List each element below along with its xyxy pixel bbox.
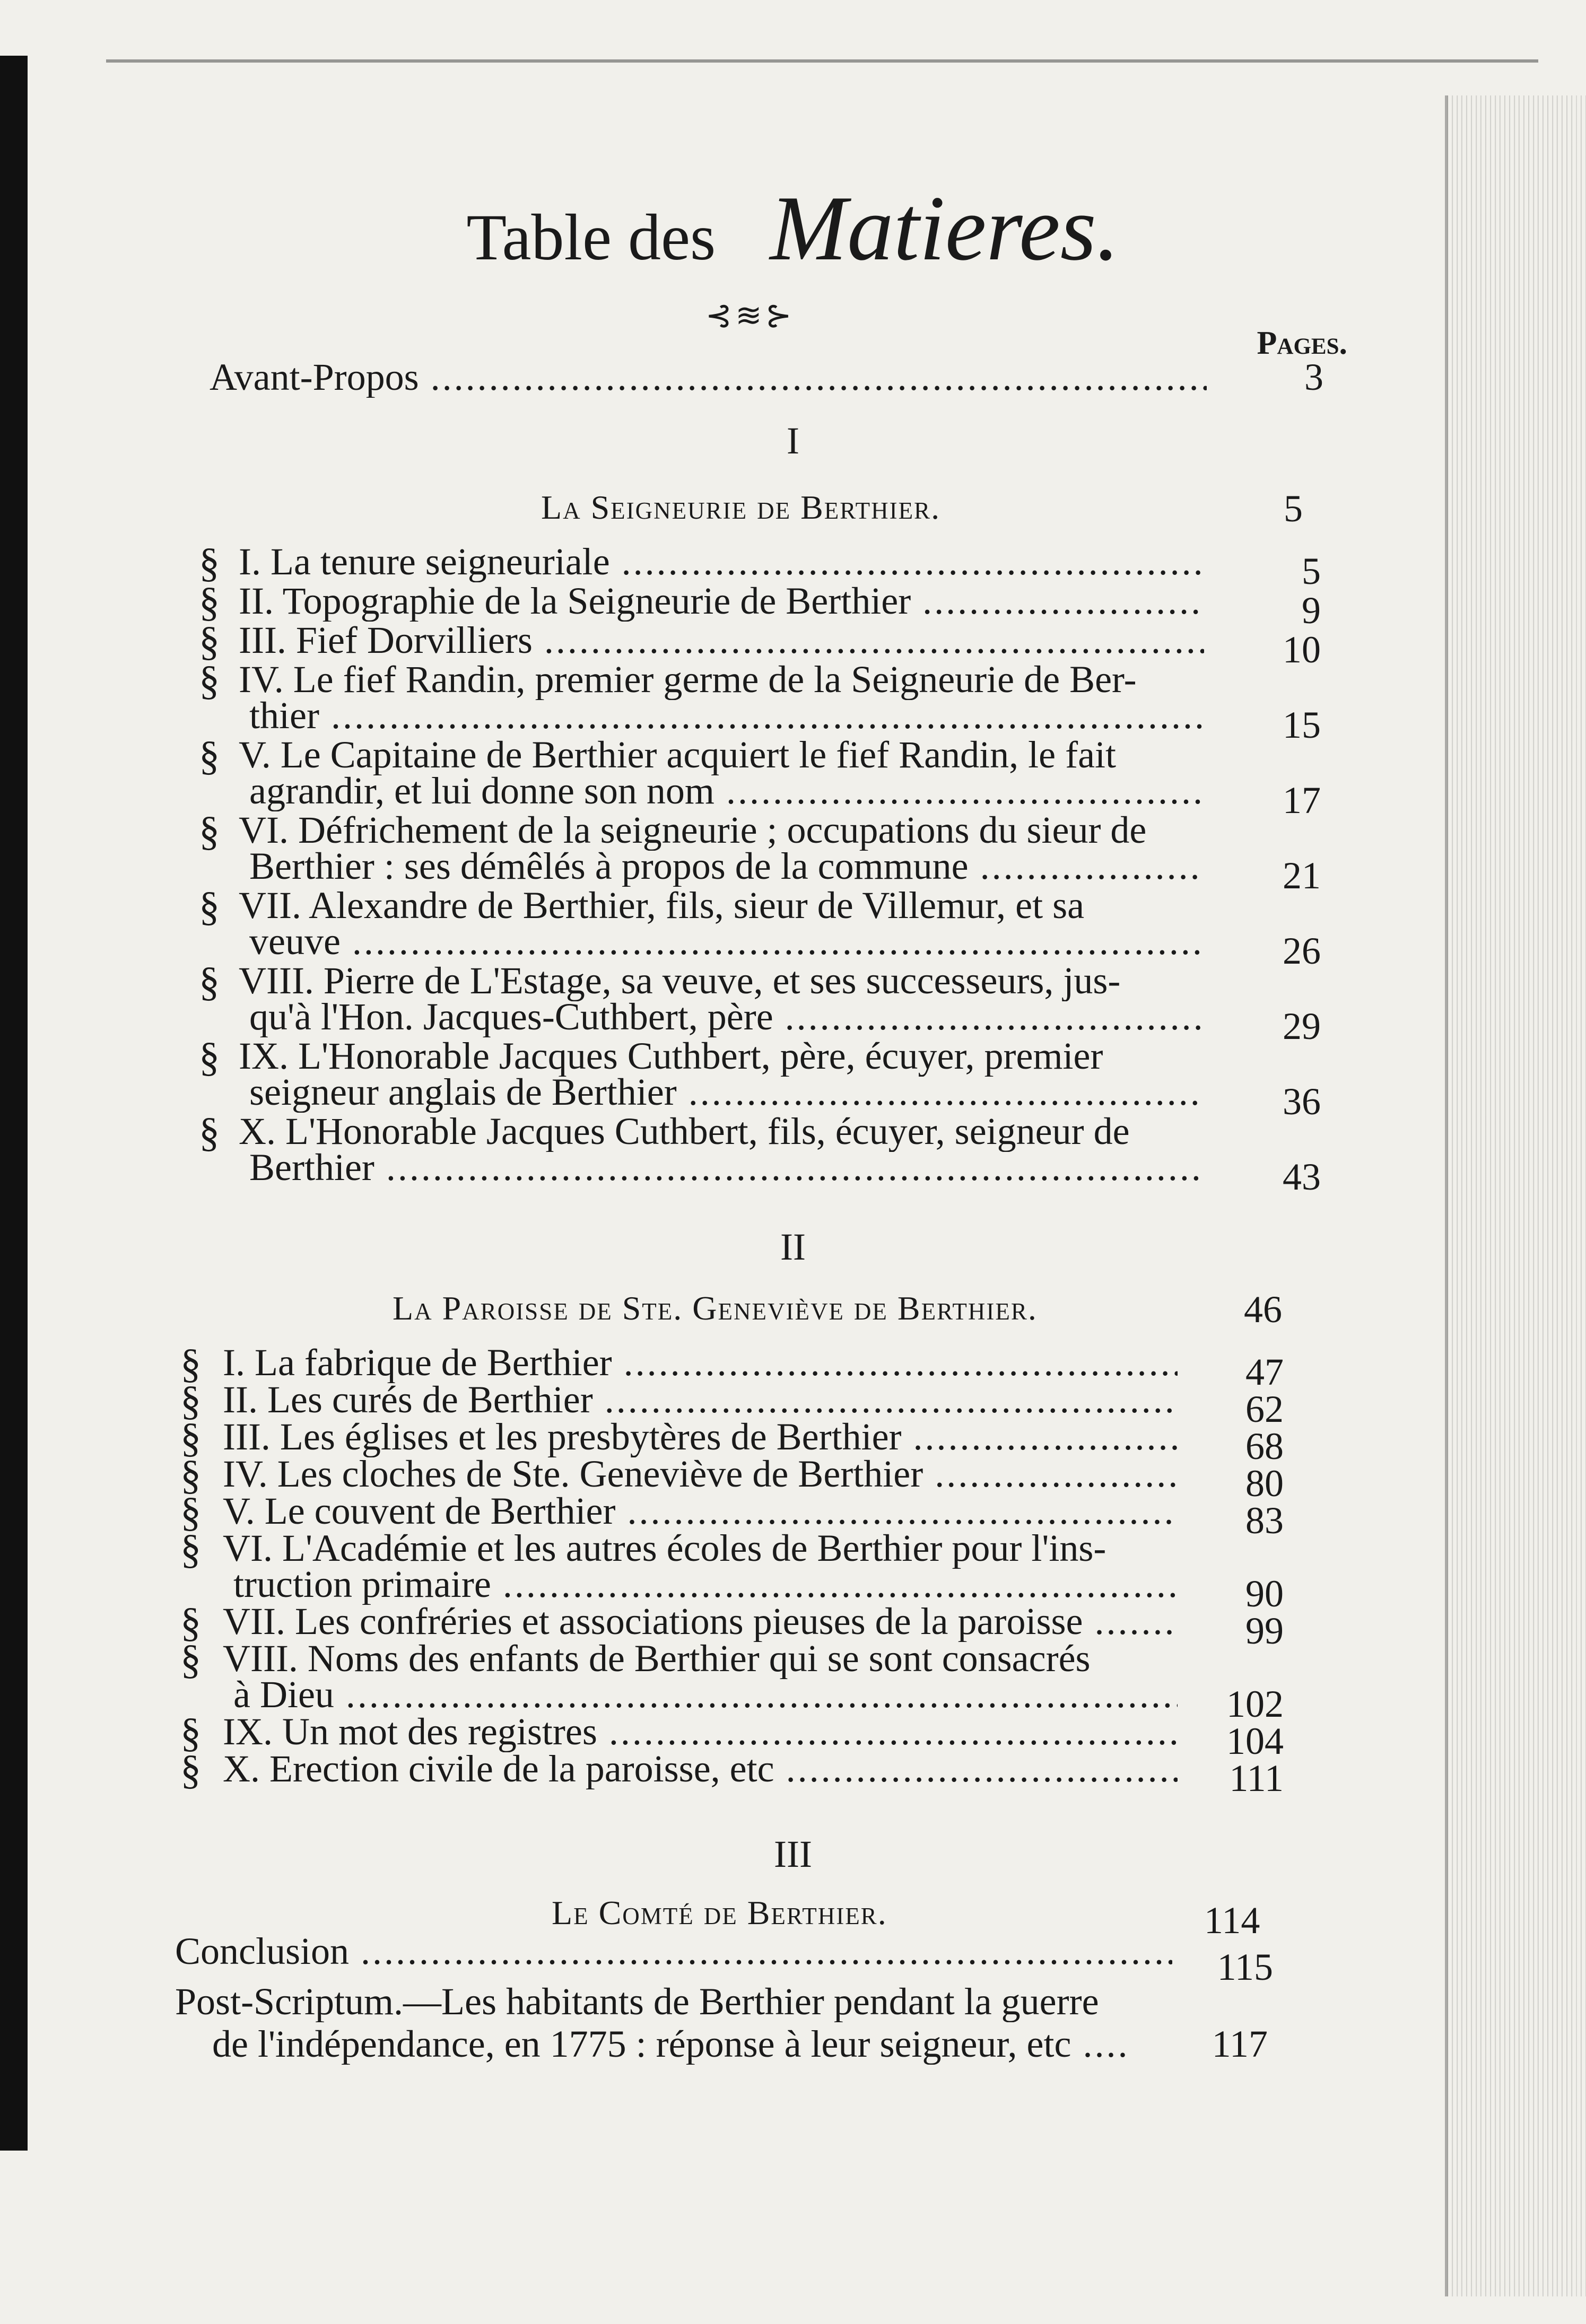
section-mark: §: [180, 1377, 201, 1423]
toc-entry-page: 104: [1226, 1720, 1284, 1762]
section-mark: §: [199, 808, 220, 854]
toc-entry-text: truction primaire .....: [233, 1563, 1178, 1605]
toc-entry-page: 29: [1283, 1005, 1321, 1047]
ornament-divider: ⊰≋⊱: [705, 298, 795, 333]
toc-entry-page: 83: [1245, 1499, 1284, 1542]
section-mark: §: [180, 1414, 201, 1461]
toc-entry-page: 102: [1226, 1683, 1284, 1725]
section-mark: §: [199, 1109, 220, 1155]
section-mark: §: [199, 618, 220, 664]
section-page-3: 114: [1204, 1899, 1260, 1942]
toc-entry-text: VIII. Pierre de L'Estage, sa veuve, et ses successeurs, jus-: [239, 960, 1121, 1001]
toc-entry-page: 15: [1283, 704, 1321, 746]
conclusion-label: Conclusion .....: [175, 1930, 1172, 1972]
toc-entry-text: à Dieu .....: [233, 1674, 1178, 1715]
section-mark: §: [199, 579, 220, 625]
post-scriptum-page: 117: [1212, 2023, 1268, 2065]
toc-entry-page: 62: [1245, 1388, 1284, 1430]
section-numeral-2: II: [780, 1226, 806, 1268]
page-title: [0, 175, 1586, 282]
section-heading-1: La Seigneurie de Berthier.: [541, 488, 941, 526]
toc-entry-page: 26: [1283, 930, 1321, 972]
avant-propos-label: Avant-Propos .....: [210, 356, 1207, 398]
toc-entry-text: III. Les églises et les presbytères de Berthier .....: [223, 1416, 1178, 1457]
toc-entry-page: 5: [1302, 550, 1321, 592]
section-mark: §: [199, 657, 220, 703]
section-mark: §: [199, 539, 220, 586]
section-mark: §: [180, 1526, 201, 1572]
section-heading-2: La Paroisse de Ste. Geneviève de Berthier.: [393, 1289, 1038, 1327]
toc-entry-text: agrandir, et lui donne son nom .....: [249, 770, 1204, 811]
toc-entry-page: 43: [1283, 1156, 1321, 1198]
post-scriptum-line-1: Post-Scriptum.—Les habitants de Berthier pendant la guerre: [175, 1981, 1099, 2022]
toc-entry-text: V. Le Capitaine de Berthier acquiert le fief Randin, le fait: [239, 734, 1117, 775]
toc-entry-text: IX. Un mot des registres .....: [223, 1711, 1178, 1752]
toc-entry-text: I. La tenure seigneuriale .....: [239, 541, 1204, 582]
section-numeral-3: III: [774, 1833, 812, 1875]
toc-entry-text: III. Fief Dorvilliers .....: [239, 619, 1204, 661]
toc-entry-page: 99: [1245, 1610, 1284, 1652]
section-mark: §: [180, 1636, 201, 1682]
title-part-2: Matieres.: [770, 177, 1120, 279]
toc-entry-page: 36: [1283, 1080, 1321, 1123]
toc-entry-page: 111: [1229, 1757, 1284, 1799]
section-mark: §: [199, 1034, 220, 1080]
section-mark: §: [199, 732, 220, 779]
toc-entry-text: veuve .....: [249, 921, 1204, 962]
toc-entry-text: V. Le couvent de Berthier .....: [223, 1490, 1178, 1532]
toc-entry-page: 47: [1245, 1351, 1284, 1393]
section-page-2: 46: [1244, 1288, 1282, 1331]
toc-entry-text: VI. Défrichement de la seigneurie ; occupations du sieur de: [239, 809, 1147, 851]
toc-entry-page: 21: [1283, 854, 1321, 897]
toc-entry-page: 9: [1302, 589, 1321, 632]
section-mark: §: [180, 1340, 201, 1386]
toc-entry-text: I. La fabrique de Berthier .....: [223, 1342, 1178, 1383]
toc-entry-page: 80: [1245, 1462, 1284, 1505]
toc-entry-text: VII. Les confréries et associations pieuses de la paroisse .....: [223, 1601, 1178, 1642]
pages-column-header: Pages.: [1257, 325, 1347, 361]
toc-entry-text: VI. L'Académie et les autres écoles de Berthier pour l'ins-: [223, 1527, 1106, 1569]
section-heading-3: Le Comté de Berthier.: [552, 1894, 887, 1932]
section-mark: §: [180, 1709, 201, 1755]
page-top-edge: [106, 59, 1538, 63]
section-mark: §: [180, 1746, 201, 1793]
toc-entry-page: 17: [1283, 779, 1321, 822]
toc-entry-page: 10: [1283, 628, 1321, 671]
conclusion-page: 115: [1217, 1946, 1273, 1988]
post-scriptum-line-2: de l'indépendance, en 1775 : réponse à leur seigneur, etc .....: [212, 2023, 1130, 2065]
toc-entry-text: seigneur anglais de Berthier .....: [249, 1071, 1204, 1113]
toc-entry-text: IV. Le fief Randin, premier germe de la Seigneurie de Ber-: [239, 659, 1137, 700]
section-mark: §: [180, 1599, 201, 1645]
section-mark: §: [180, 1452, 201, 1498]
toc-entry-text: Berthier .....: [249, 1147, 1204, 1188]
toc-entry-text: VII. Alexandre de Berthier, fils, sieur de Villemur, et sa: [239, 885, 1085, 926]
section-mark: §: [199, 883, 220, 929]
toc-entry-page: 90: [1245, 1572, 1284, 1615]
toc-entry-text: II. Topographie de la Seigneurie de Berthier .....: [239, 580, 1204, 622]
toc-entry-page: 68: [1245, 1425, 1284, 1467]
section-mark: §: [180, 1489, 201, 1535]
section-numeral-1: I: [787, 420, 799, 462]
title-part-1: Table des: [466, 201, 716, 274]
toc-entry-text: VIII. Noms des enfants de Berthier qui se sont consacrés: [223, 1638, 1091, 1679]
toc-entry-text: X. L'Honorable Jacques Cuthbert, fils, écuyer, seigneur de: [239, 1111, 1130, 1152]
toc-entry-text: Berthier : ses démêlés à propos de la commune .....: [249, 845, 1204, 887]
toc-entry-text: thier .....: [249, 695, 1204, 736]
section-page-1: 5: [1284, 487, 1303, 530]
toc-entry-text: II. Les curés de Berthier .....: [223, 1379, 1178, 1420]
toc-entry-text: IX. L'Honorable Jacques Cuthbert, père, écuyer, premier: [239, 1035, 1103, 1077]
section-mark: §: [199, 958, 220, 1004]
avant-propos-page: 3: [1304, 356, 1323, 398]
toc-entry-text: X. Erection civile de la paroisse, etc .....: [223, 1748, 1178, 1789]
toc-entry-text: IV. Les cloches de Ste. Geneviève de Berthier .....: [223, 1453, 1178, 1495]
toc-entry-text: qu'à l'Hon. Jacques-Cuthbert, père .....: [249, 996, 1204, 1037]
